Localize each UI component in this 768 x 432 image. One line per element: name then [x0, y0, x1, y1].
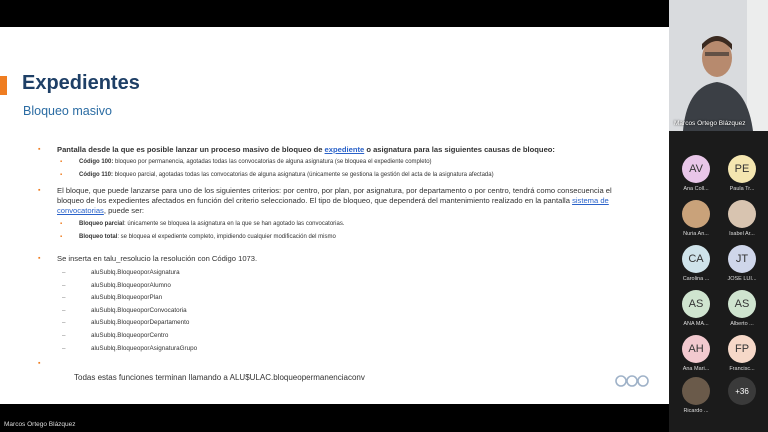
brand-logo-icon — [614, 374, 650, 388]
expediente-link[interactable]: expediente — [324, 145, 365, 154]
avatar: AV — [682, 155, 710, 183]
participant-name: Paula Tr... — [729, 186, 755, 192]
function-item: – aluSublq.BloqueoporPlan — [38, 292, 638, 305]
participant-tile[interactable] — [717, 155, 767, 199]
participant-tile[interactable] — [671, 335, 721, 379]
participant-name: ANA MA... — [683, 321, 709, 327]
intro-bullet: ▪ Pantalla desde la que es posible lanzar un proceso masivo de bloqueo de expediente o asignatura para las siguientes causas de bloqueo: — [38, 145, 638, 155]
avatar — [682, 377, 710, 405]
function-item: – aluSublq.BloqueoporAsignaturaGrupo — [38, 343, 638, 356]
participant-tile[interactable] — [717, 200, 767, 244]
participant-tile[interactable] — [671, 290, 721, 334]
avatar: PE — [728, 155, 756, 183]
avatar — [682, 200, 710, 228]
cause-item: ▪ Código 100: bloqueo por permanencia, agotadas todas las convocatorias de alguna asignatura (se bloquea el expediente completo) — [38, 158, 638, 167]
participant-tile[interactable] — [717, 290, 767, 334]
participant-tile[interactable] — [671, 245, 721, 289]
sistema-convocatorias-link[interactable]: sistema de convocatorias — [57, 196, 609, 215]
shared-slide — [0, 27, 669, 404]
participant-tile[interactable] — [671, 200, 721, 244]
more-participants-tile[interactable] — [717, 377, 767, 421]
participant-name: Isabel Ar... — [729, 231, 755, 237]
presenter-video[interactable] — [669, 0, 768, 131]
avatar — [728, 200, 756, 228]
participant-tile[interactable] — [671, 377, 721, 421]
cause-item: ▪ Código 110: bloqueo parcial, agotadas todas las convocatorias de alguna asignatura (únicamente se gestiona la gestión del acta de la asignatura afectada) — [38, 171, 638, 180]
insert-bullet: ▪ Se inserta en talu_resolucio la resolución con Código 1073. — [38, 254, 638, 264]
participants-panel — [669, 0, 768, 432]
bottom-bar — [0, 404, 669, 432]
type-item: ▪ Bloqueo parcial: únicamente se bloquea la asignatura en la que se han agotado las convocatorias. — [38, 220, 638, 229]
empty-bullet — [38, 359, 638, 369]
participant-name: Nuria An... — [683, 231, 709, 237]
slide-content — [38, 145, 638, 383]
participant-tile[interactable] — [671, 155, 721, 199]
final-line: Todas estas funciones terminan llamando a ALU$ULAC.bloqueopermanenciaconv — [74, 373, 365, 383]
participant-name: Ricardo ... — [683, 408, 709, 414]
participant-name: Alberto ... — [730, 321, 754, 327]
participant-tile[interactable] — [717, 335, 767, 379]
participant-name: Francisc... — [729, 366, 755, 372]
participant-name: JOSE LUI... — [727, 276, 757, 282]
presenter-name: Marcos Ortego Blázquez — [674, 120, 746, 127]
avatar: AH — [682, 335, 710, 363]
function-item: – aluSublq.BloqueoporAsignatura — [38, 267, 638, 280]
criteria-bullet: ▪ El bloque, que puede lanzarse para uno de los siguientes criterios: por centro, por plan, por asignatura, por departamento o por centro, tendrá como consecuencia el bloqueo de los expedientes afectados en función del criterio seleccionado. El tipo de bloqueo, que dependerá del mantenimiento realizado en la pantalla sistema de convocatorias, puede ser: — [38, 186, 638, 216]
function-item: – aluSublq.BloqueoporConvocatoria — [38, 305, 638, 318]
avatar: CA — [682, 245, 710, 273]
avatar: AS — [682, 290, 710, 318]
avatar: FP — [728, 335, 756, 363]
function-item: – aluSublq.BloqueoporCentro — [38, 330, 638, 343]
function-item: – aluSublq.BloqueoporDepartamento — [38, 317, 638, 330]
title-accent-bar — [0, 76, 7, 95]
bottom-presenter-name: Marcos Ortego Blázquez — [4, 421, 76, 428]
type-item: ▪ Bloqueo total: se bloquea el expediente completo, impidiendo cualquier modificación del mismo — [38, 233, 638, 242]
slide-subtitle: Bloqueo masivo — [23, 104, 112, 118]
participant-name: Ana Mari... — [682, 366, 710, 372]
avatar: JT — [728, 245, 756, 273]
participant-name: Ana Coll... — [683, 186, 709, 192]
participant-name: Carolina ... — [682, 276, 710, 282]
function-item: – aluSublq.BloqueoporAlumno — [38, 280, 638, 293]
slide-title: Expedientes — [22, 72, 140, 94]
presenter-silhouette-icon — [669, 0, 768, 131]
more-participants-count: +36 — [728, 377, 756, 405]
avatar: AS — [728, 290, 756, 318]
participant-tile[interactable] — [717, 245, 767, 289]
